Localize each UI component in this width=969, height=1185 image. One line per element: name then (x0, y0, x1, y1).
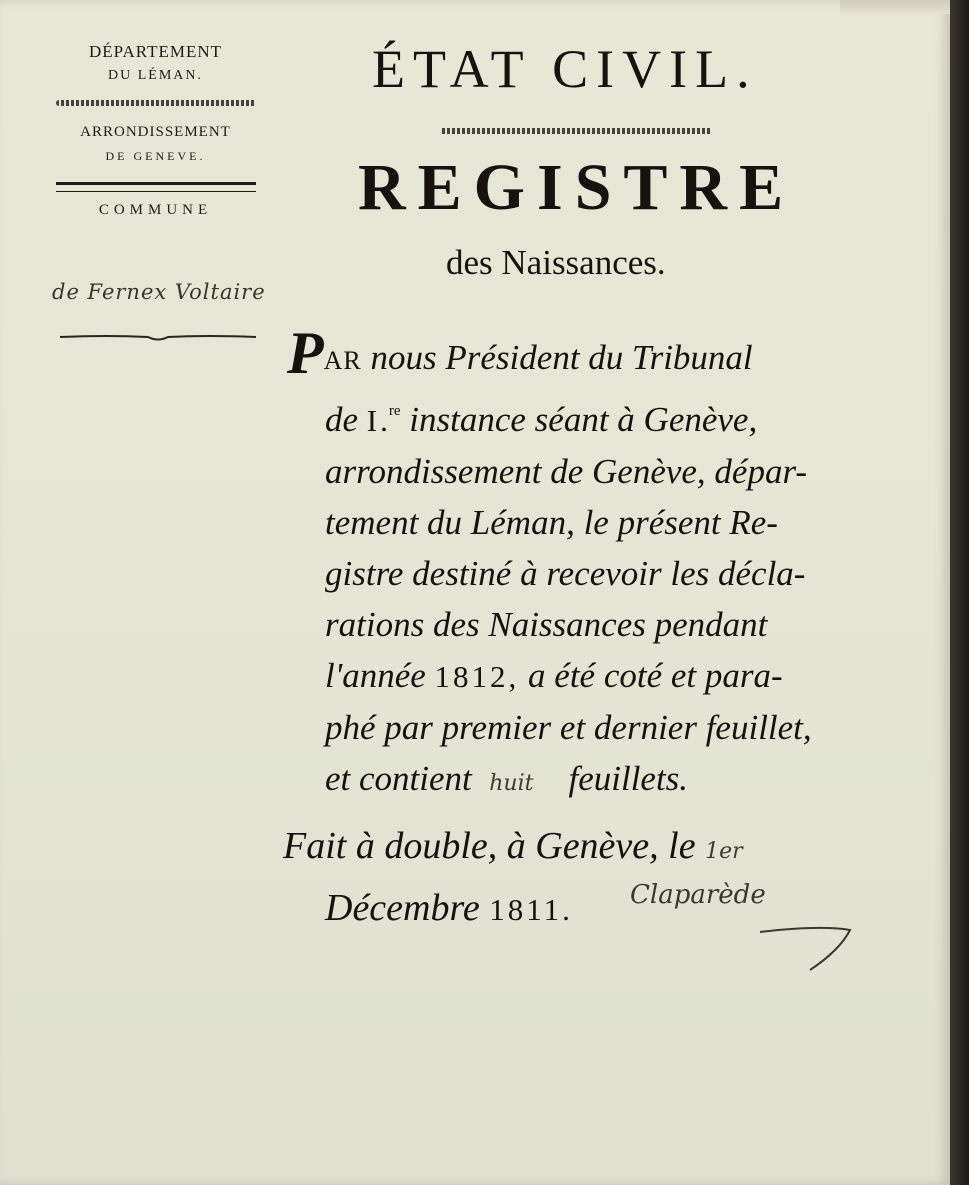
line2-a: de (325, 400, 359, 439)
commune-handwritten: de Fernex Voltaire (52, 280, 266, 304)
text-line-2 (287, 386, 877, 446)
signature-flourish (620, 870, 880, 990)
closing-month: Décembre (325, 887, 480, 929)
wavy-divider (56, 100, 256, 106)
double-rule (56, 182, 256, 192)
registre-heading: REGISTRE (358, 151, 796, 224)
line2-sup: re (388, 403, 401, 419)
closing-line1-text: Fait à double, à Genève, le (283, 825, 696, 867)
department-line1: DÉPARTEMENT (88, 42, 223, 61)
commune-label: COMMUNE (98, 202, 213, 218)
text-line-3: arrondissement de Genève, dépar- (325, 452, 808, 491)
arrondissement-line1: ARRONDISSEMENT (80, 124, 231, 140)
title-wavy-divider (442, 128, 712, 134)
drop-cap: P (287, 320, 324, 386)
line7-a: l'année (325, 656, 426, 695)
text-line-5: gistre destiné à recevoir les décla- (325, 554, 806, 593)
text-line-9 (287, 753, 877, 809)
signature: Claparède (630, 880, 766, 910)
text-line-8: phé par premier et dernier feuillet, (325, 708, 812, 747)
text-line-7 (287, 650, 877, 702)
left-header-block (28, 40, 283, 219)
line1-rest: nous Président du Tribunal (370, 338, 753, 377)
text-line-6: rations des Naissances pendant (325, 605, 768, 644)
line2-rest: instance séant à Genève, (409, 400, 758, 439)
line9-rest: feuillets. (568, 759, 689, 798)
page-edge-shadow (950, 0, 969, 1185)
line9-handwritten: huit (489, 771, 534, 796)
small-caps: AR (323, 346, 362, 375)
line7-year: 1812, (434, 659, 520, 694)
closing-date-handwritten: 1er (705, 839, 743, 864)
line2-num: I. (366, 403, 391, 438)
paper-fold (840, 0, 950, 14)
department-heading (28, 40, 283, 88)
registre-subtitle: des Naissances. (446, 243, 666, 282)
flourish-line (58, 330, 258, 344)
line9-a: et contient (325, 759, 472, 798)
page-title: ÉTAT CIVIL. (372, 39, 758, 99)
text-line-1 (287, 320, 877, 386)
department-line2: DU LÉMAN. (108, 68, 203, 83)
declaration-paragraph (287, 320, 877, 809)
arrondissement-line2: DE GENEVE. (105, 149, 206, 163)
text-line-4: tement du Léman, le présent Re- (325, 503, 778, 542)
line7-rest: a été coté et para- (528, 656, 783, 695)
closing-year: 1811. (489, 892, 573, 927)
arrondissement-heading (28, 120, 283, 168)
